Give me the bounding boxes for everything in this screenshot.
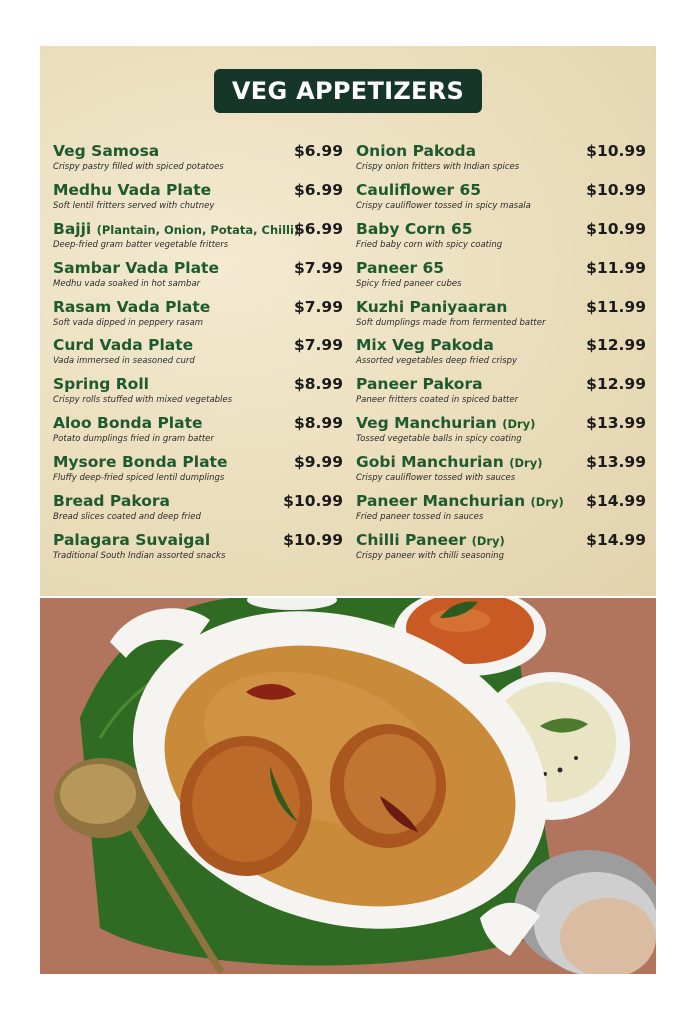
menu-item-price: $7.99 [293, 258, 343, 277]
menu-item-name [356, 258, 444, 278]
menu-item-price: $10.99 [586, 180, 646, 199]
menu-item-description: Soft dumplings made from fermented batter [356, 317, 546, 328]
menu-item-price: $12.99 [586, 375, 646, 394]
menu-item-description: Crispy paneer with chilli seasoning [356, 550, 504, 561]
menu-item [53, 180, 343, 219]
menu-item-description: Fluffy deep-fried spiced lentil dumplings [53, 473, 225, 484]
menu-item-title: Mysore Bonda Plate [53, 453, 228, 472]
menu-item-description: Crispy cauliflower tossed in spicy masala [356, 200, 531, 211]
menu-item-name [53, 452, 227, 472]
menu-item [356, 452, 646, 491]
menu-item-title: Veg Manchurian [356, 414, 497, 433]
menu-item-price: $6.99 [293, 142, 343, 160]
menu-item-title: Onion Pakoda [356, 142, 477, 160]
menu-item-price: $6.99 [293, 219, 343, 238]
menu-item-price: $6.99 [293, 180, 343, 199]
menu-item-title: Sambar Vada Plate [53, 258, 219, 277]
menu-item-title: Rasam Vada Plate [53, 297, 211, 316]
menu-item-price: $9.99 [293, 453, 343, 472]
menu-item-description: Traditional South Indian assorted snacks [53, 550, 226, 561]
menu-item [53, 219, 343, 258]
menu-item-title: Cauliflower 65 [356, 180, 482, 199]
menu-item-title: Bread Pakora [53, 492, 170, 511]
menu-item-price: $12.99 [586, 336, 646, 355]
menu-item [356, 219, 646, 258]
menu-item-name [53, 141, 159, 161]
menu-item-title: Baby Corn 65 [356, 219, 473, 238]
menu-item [356, 180, 646, 219]
menu-item-name [356, 452, 542, 473]
menu-item-description: Soft lentil fritters served with chutney [53, 200, 215, 211]
menu-item-name [356, 413, 535, 434]
menu-item [53, 491, 343, 530]
menu-item-description: Crispy onion fritters with Indian spices [356, 162, 520, 172]
menu-item-qualifier: (Dry) [502, 417, 536, 432]
menu-item-title: Mix Veg Pakoda [356, 336, 494, 355]
menu-card [40, 46, 656, 596]
menu-item-name [356, 491, 564, 512]
menu-item [53, 297, 343, 336]
menu-item-name [53, 335, 193, 355]
menu-item-price: $8.99 [293, 375, 343, 394]
menu-item-description: Soft vada dipped in peppery rasam [53, 317, 203, 328]
menu-item-price: $10.99 [283, 530, 343, 549]
menu-title-badge [214, 69, 482, 113]
menu-item-title: Spring Roll [53, 375, 149, 394]
menu-item-description: Tossed vegetable balls in spicy coating [356, 434, 522, 445]
menu-item-price: $13.99 [586, 453, 646, 472]
menu-item-price: $13.99 [586, 414, 646, 433]
menu-item [53, 452, 343, 491]
menu-item-price: $8.99 [293, 414, 343, 433]
menu-item-price: $10.99 [283, 492, 343, 511]
menu-item-name [356, 180, 481, 200]
menu-item-title: Curd Vada Plate [53, 336, 194, 355]
food-photo-illustration [40, 598, 656, 974]
menu-item [53, 374, 343, 413]
menu-item-description: Spicy fried paneer cubes [356, 278, 462, 289]
menu-item-description: Assorted vegetables deep fried crispy [356, 356, 518, 367]
menu-item-title: Aloo Bonda Plate [53, 414, 203, 433]
menu-item-price: $11.99 [586, 297, 646, 316]
menu-item-description: Fried paneer tossed in sauces [356, 512, 484, 523]
menu-item-description: Medhu vada soaked in hot sambar [53, 278, 201, 289]
menu-item-price: $10.99 [586, 142, 646, 160]
menu-item-price: $7.99 [293, 297, 343, 316]
menu-item-title: Paneer 65 [356, 258, 445, 277]
menu-column-right [356, 141, 646, 569]
menu-item-name [356, 335, 494, 355]
menu-item-description: Paneer fritters coated in spiced batter [356, 395, 519, 406]
menu-item-title: Paneer Manchurian [356, 492, 526, 511]
menu-item-title: Palagara Suvaigal [53, 530, 211, 549]
menu-item-name [356, 374, 483, 394]
menu-item-title: Kuzhi Paniyaaran [356, 297, 508, 316]
menu-item [356, 335, 646, 374]
menu-item-name [356, 141, 476, 161]
menu-item-title: Bajji [53, 219, 92, 238]
menu-item-price: $14.99 [586, 492, 646, 511]
menu-item-name [53, 413, 203, 433]
menu-item-description: Fried baby corn with spicy coating [356, 239, 503, 250]
menu-item [356, 258, 646, 297]
menu-item-title: Paneer Pakora [356, 375, 483, 394]
menu-item-name [356, 297, 507, 317]
menu-item-name [53, 258, 219, 278]
menu-item [53, 413, 343, 452]
menu-item [356, 297, 646, 336]
menu-item-price: $14.99 [586, 530, 646, 549]
menu-item-name [53, 530, 210, 550]
menu-item-name [53, 180, 211, 200]
menu-item-description: Bread slices coated and deep fried [53, 512, 201, 523]
menu-item-title: Medhu Vada Plate [53, 180, 212, 199]
sambar-vada-dish-icon [40, 598, 656, 974]
menu-item-name [53, 219, 299, 240]
menu-item-title: Chilli Paneer [356, 530, 467, 549]
menu-item [53, 530, 343, 569]
menu-item-description: Crispy rolls stuffed with mixed vegetables [53, 395, 233, 406]
menu-item [356, 413, 646, 452]
menu-item-price: $10.99 [586, 219, 646, 238]
menu-item-name [356, 530, 505, 551]
menu-item [53, 335, 343, 374]
menu-item [53, 141, 343, 180]
menu-column-left [53, 141, 343, 569]
menu-item-qualifier: (Dry) [509, 456, 543, 471]
menu-item-description: Crispy pastry filled with spiced potatoes [53, 162, 224, 172]
menu-item-title: Gobi Manchurian [356, 453, 504, 472]
menu-item [356, 374, 646, 413]
menu-item-qualifier: (Dry) [471, 533, 505, 548]
menu-item-price: $7.99 [293, 336, 343, 355]
menu-title: VEG APPETIZERS [231, 77, 465, 105]
menu-item-description: Deep-fried gram batter vegetable fritters [53, 239, 229, 250]
menu-item-description: Vada immersed in seasoned curd [53, 356, 195, 367]
menu-item-price: $11.99 [586, 258, 646, 277]
menu-item-name [53, 491, 170, 511]
menu-item-description: Potato dumplings fried in gram batter [53, 434, 214, 445]
menu-item-description: Crispy cauliflower tossed with sauces [356, 473, 516, 484]
menu-item [53, 258, 343, 297]
menu-item-title: Veg Samosa [53, 142, 160, 160]
menu-item-qualifier: (Plantain, Onion, Potata, Chilli) [96, 222, 300, 237]
menu-item [356, 491, 646, 530]
menu-item [356, 530, 646, 569]
menu-item-qualifier: (Dry) [530, 495, 564, 510]
menu-item-name [53, 374, 149, 394]
menu-item-name [356, 219, 473, 239]
menu-item [356, 141, 646, 180]
menu-item-name [53, 297, 210, 317]
